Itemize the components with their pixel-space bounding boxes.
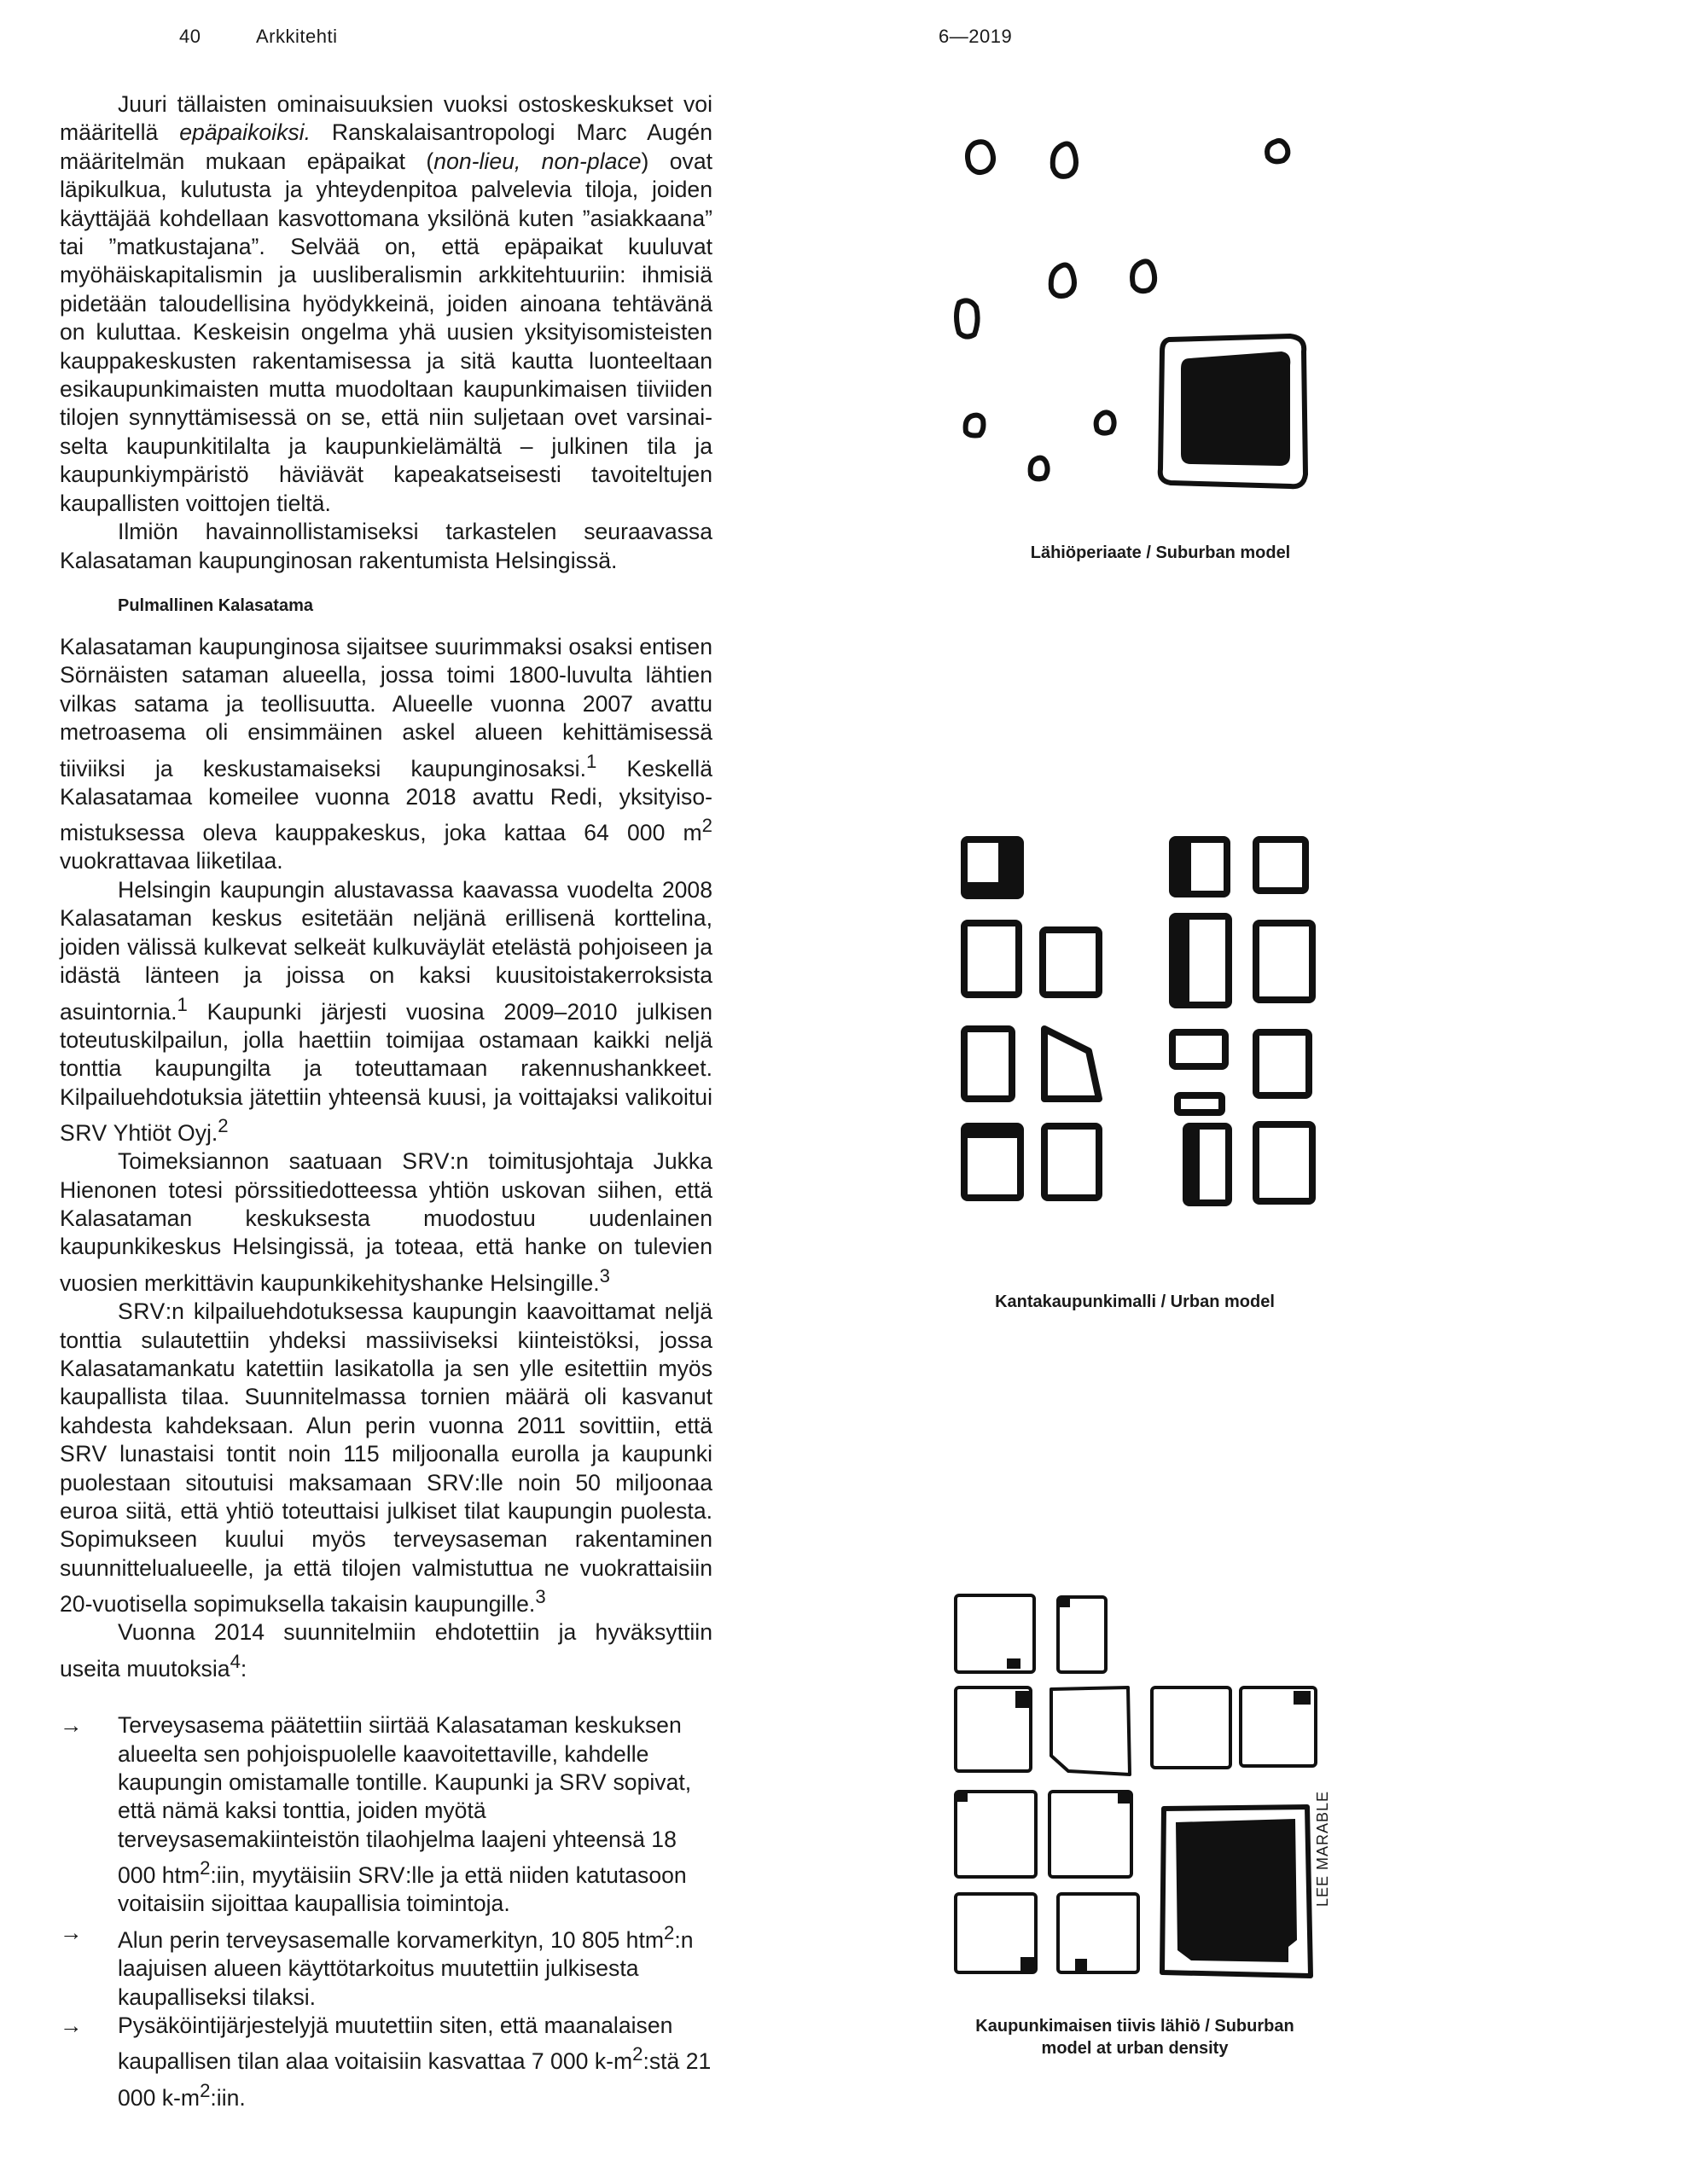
page-number: 40 <box>179 26 201 47</box>
paragraph: Toimeksiannon saatuaan SRV:n toimitusjohtaja Jukka Hienonen totesi pörssitiedotteessa yhtiön uskovan siihen, että Kalasataman keskuksesta muodostuu uudenlainen kaupunkikeskus Helsingissä, ja toteaa, että hanke on tulevien vuosien merkittävin kaupunkikehityshanke Helsingille.$^3$ <box>60 1148 712 1296</box>
paragraph: Juuri tällaisten ominaisuuksien vuoksi ostoskeskukset voi määritellä epäpaikoiksi. Ranskalaisantropologi Marc Augén määritelmän mukaan epäpaikat (non-lieu, non-place) ovat läpikulkua, kulutusta ja yhteydenpitoa palvelevia tiloja, joiden käyttäjää kohdellaan kasvottomana yksilönä kuten ”asiakkaana” tai ”matkustajana”. Selvää on, että epäpaikat kuuluvat myöhäiskapitalismin ja uusliberalismin arkkitehtuuriin: ihmisiä pidetään taloudellisina hyödykkeinä, joiden ainoana tehtävänä on kuluttaa. Keskeisin ongelma yhä uusien yksityisomisteisten kauppakeskusten rakentamisessa ja sitä kautta luonteeltaan esikaupunkimaisten mutta muodoltaan kaupunkimaisen tiiviiden tilojen synnyttämisessä on se, että niin suljetaan ovet varsinaiselta kaupunkitilalta ja kaupunkielämältä – julkinen tila ja kaupunkiympäristö häviävät kapeakatseisesti tavoiteltujen kaupallisten voittojen tieltä. <box>60 91 713 516</box>
paragraph: Kalasataman kaupunginosa sijaitsee suurimmaksi osaksi entisen Sörnäisten sataman alueella, jossa toimi 1800-luvulta lähtien vilkas satama ja teollisuutta. Alueelle vuonna 2007 avattu metroasema oli ensimmäinen askel alueen kehittämisessä tiiviiksi ja keskustamaiseksi kaupunginosaksi.$^1$ Keskellä Kalasatamaa komeilee vuonna 2018 avattu Redi, yksityisomistuksessa oleva kauppakeskus, joka kattaa 64 000 $m^2$ vuokrattavaa liiketilaa. <box>60 633 712 874</box>
figure-caption: Kaupunkimaisen tiivis lähiö / Suburban model at urban density <box>975 2017 1294 2058</box>
list-item: → Alun perin terveysasemalle korvamerkityn, 10 805 htm$^2$:n laajuisen alueen käyttötarkoitus muutettiin julkisesta kaupalliseksi tilaksi. <box>60 1919 694 2010</box>
issue-number: 6—2019 <box>939 26 1013 47</box>
paragraph: Vuonna 2014 suunnitelmiin ehdotettiin ja hyväksyttiin useita muutoksia$^4$: <box>60 1619 712 1682</box>
subheading: Pulmallinen Kalasatama <box>118 595 313 615</box>
paragraph: Ilmiön havainnollistamiseksi tarkastelen seuraavassa Kalasataman kaupunginosan rakentumista Helsingissä. <box>60 519 712 573</box>
magazine-name: Arkkitehti <box>256 26 338 47</box>
list-item: → Pysäköintijärjestelyjä muutettiin siten, että maanalaisen kaupallisen tilan alaa voitaisiin kasvattaa 7 000 $k-m^2:stä$ 21 000 $k-m^2:iin$. <box>60 2012 712 2111</box>
paragraph: Helsingin kaupungin alustavassa kaavassa vuodelta 2008 Kalasataman keskus esitetään neljänä erillisenä korttelina, joiden välissä kulkevat selkeät kulkuväylät etelästä pohjoiseen ja idästä länteen ja joissa on kaksi kuusitoistakerroksista asuintornia.$^1$ Kaupunki järjesti vuosina 2009–2010 julkisen toteutuskilpailun, jolla haettiin toimijaa ostamaan kaikki neljä tonttia kaupungilta ja toteuttamaan rakennushankkeet. Kilpailuehdotuksia jätettiin yhteensä kuusi, ja voittajaksi valikoitui SRV Yhtiöt Oyj.$^2$ <box>60 876 712 1146</box>
suburban-model-urban-density-diagram <box>939 1578 1348 1988</box>
urban-model-diagram <box>947 828 1357 1228</box>
arrow-icon: → <box>60 1919 83 1945</box>
arrow-icon: → <box>60 2012 83 2038</box>
change-list <box>60 1711 712 2112</box>
arrow-icon: → <box>60 1712 83 1739</box>
article-column <box>60 90 712 2112</box>
figure-caption: Lähiöperiaate / Suburban model <box>1030 543 1291 562</box>
list-item: → Terveysasema päätettiin siirtää Kalasataman keskuksen alueelta sen pohjoispuolelle kaavoitettaville, kahdelle kaupungin omistamalle tontille. Kaupunki ja SRV sopivat, että nämä kaksi tonttia, joiden myötä terveysasemakiinteistön tilaohjelma laajeni yhteensä 18 000 htm$^2$:iin, myytäisiin SRV:lle ja että niiden katutasoon voitaisiin sijoittaa kaupallisia toimintoja. <box>60 1712 692 1917</box>
figure-caption: Kantakaupunkimalli / Urban model <box>995 1292 1275 1311</box>
paragraph: SRV:n kilpailuehdotuksessa kaupungin kaavoittamat neljä tonttia sulautettiin yhdeksi massiiviseksi kiinteistöksi, jossa Kalasatamankatu katettiin lasikatolla ja sen ylle esitettiin myös kaupallista tilaa. Suunnitelmassa tornien määrä oli kasvanut kahdesta kahdeksaan. Alun perin vuonna 2011 sovittiin, että SRV lunastaisi tontit noin 115 miljoonalla eurolla ja kaupunki puolestaan sitoutuisi maksamaan SRV:lle noin 50 miljoonaa euroa siitä, että yhtiö toteuttaisi julkiset tilat kaupungin puolesta. Sopimukseen kuului myös terveysaseman rakentaminen suunnittelualueelle, ja että tilojen valmistuttua ne vuokrattaisiin 20-vuotisella sopimuksella takaisin kaupungille.$^3$ <box>60 1298 712 1618</box>
photo-credit: LEE MARABLE <box>1314 1790 1331 1907</box>
suburban-model-diagram <box>947 128 1357 503</box>
